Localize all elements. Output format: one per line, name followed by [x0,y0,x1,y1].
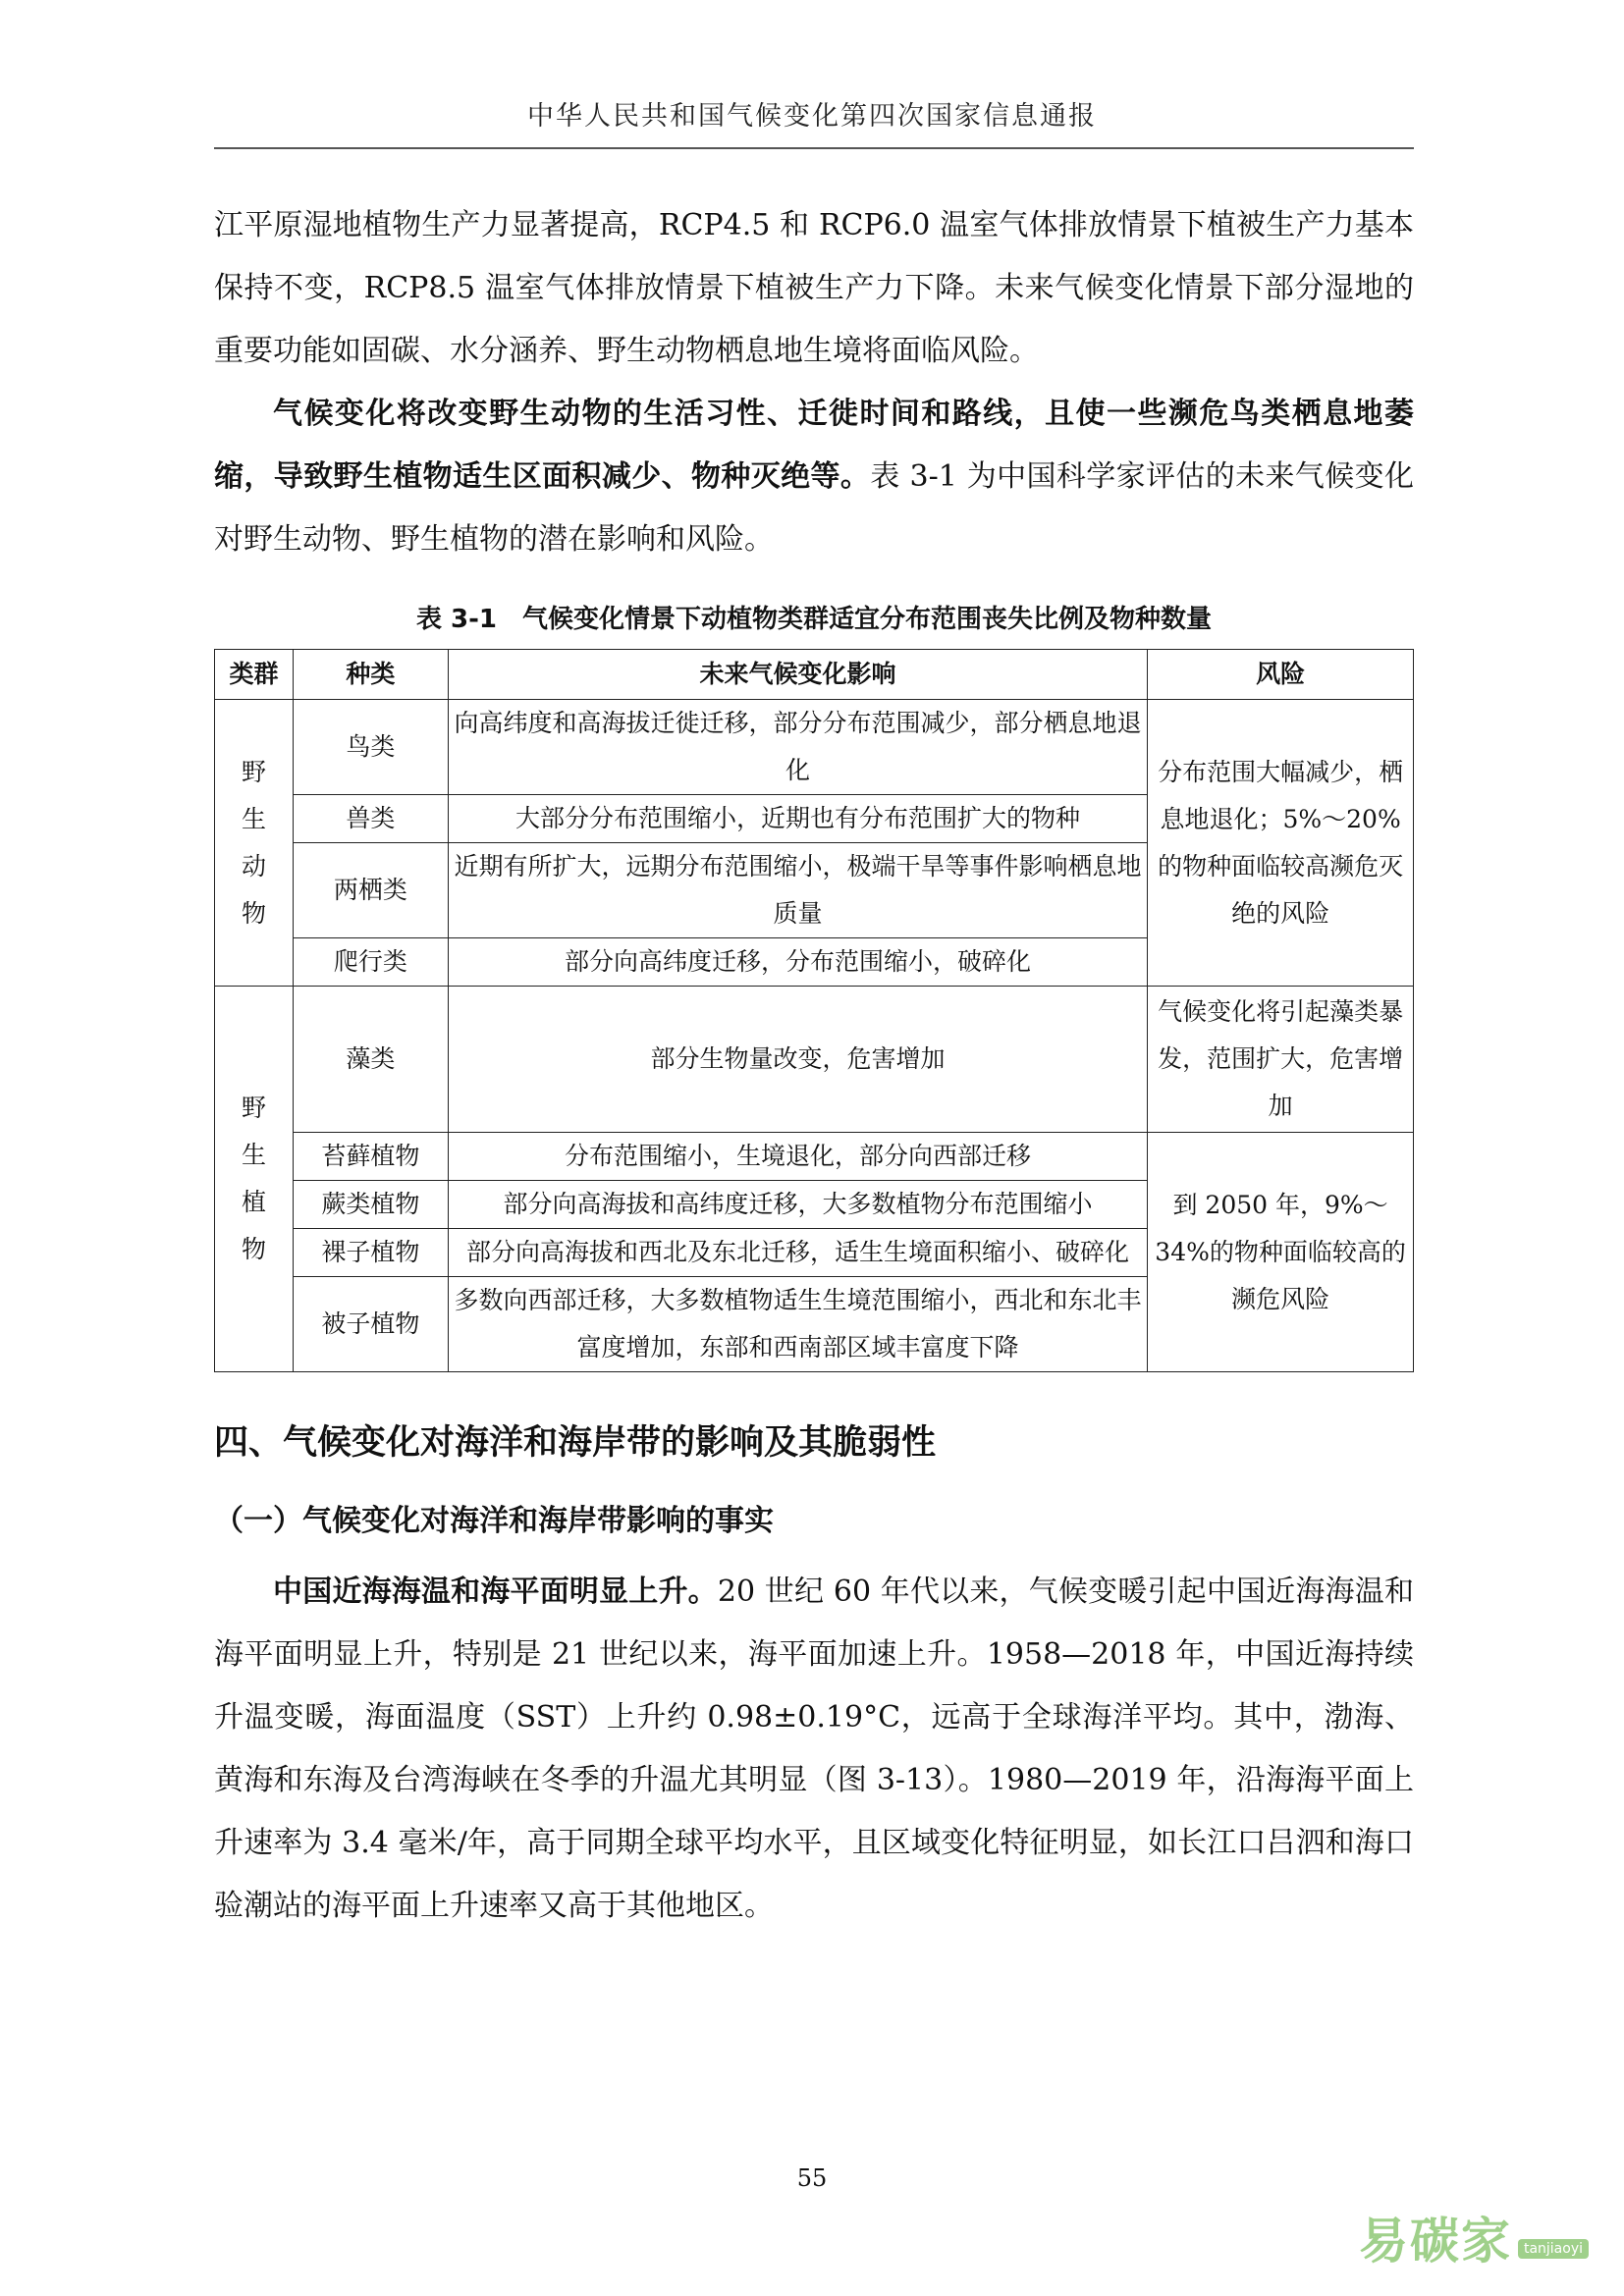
table-row [215,700,1414,795]
running-header: 中华人民共和国气候变化第四次国家信息通报 [527,101,1097,132]
header-rule [214,147,1414,149]
paragraph-ocean-rest: 20 世纪 60 年代以来，气候变暖引起中国近海海温和海平面明显上升，特别是 21 世纪以来，海平面加速上升。1958—2018 年，中国近海持续升温变暖，海面温度（SST）上升约 0.98±0.19°C，远高于全球海洋平均。其中，渤海、黄海和东海及台湾海峡在冬季的升温尤其明显（图 3-13）。1980—2019 年，沿海海平面上升速率为 3.4 毫米/年，高于同期全球平均水平，且区域变化特征明显，如长江口吕泗和海口验潮站的海平面上升速率又高于其他地区。 [214,1575,1414,1923]
impact-cell: 向高纬度和高海拔迁徙迁移，部分分布范围减少，部分栖息地退化 [448,700,1147,795]
watermark-logo [1359,2202,1589,2272]
subsection-heading: （一）气候变化对海洋和海岸带影响的事实 [214,1504,774,1538]
impact-cell: 部分向高海拔和西北及东北迁移，适生生境面积缩小、破碎化 [448,1229,1147,1277]
header-species: 种类 [293,650,448,700]
group-wild-animals: 野 生 动 物 [215,700,294,987]
watermark-text: 易碳家 [1358,2213,1512,2269]
impact-cell: 分布范围缩小，生境退化，部分向西部迁移 [448,1133,1147,1181]
table-caption: 表 3-1 气候变化情景下动植物类群适宜分布范围丧失比例及物种数量 [415,605,1213,634]
impact-cell: 部分向高纬度迁移，分布范围缩小，破碎化 [448,938,1147,987]
risk-cell-animals: 分布范围大幅减少，栖息地退化；5%～20%的物种面临较高濒危灭绝的风险 [1148,700,1414,987]
risk-cell-algae: 气候变化将引起藻类暴发，范围扩大，危害增加 [1148,987,1414,1133]
paragraph-ocean [214,1561,1414,1938]
paragraph-wildlife [214,383,1414,571]
header-group: 类群 [215,650,294,700]
impact-cell: 多数向西部迁移，大多数植物适生生境范围缩小，西北和东北丰富度增加，东部和西南部区域丰富度下降 [448,1277,1147,1372]
table-row [215,987,1414,1133]
header-risk: 风险 [1148,650,1414,700]
paragraph-ocean-lead: 中国近海海温和海平面明显上升。 [273,1575,718,1609]
species-cell: 苔藓植物 [293,1133,448,1181]
species-cell: 裸子植物 [293,1229,448,1277]
group-wild-plants: 野 生 植 物 [215,987,294,1372]
impact-cell: 部分向高海拔和高纬度迁移，大多数植物分布范围缩小 [448,1181,1147,1229]
species-cell: 两栖类 [293,843,448,938]
table-row [215,1133,1414,1181]
section-heading: 四、气候变化对海洋和海岸带的影响及其脆弱性 [214,1423,937,1463]
risk-cell-plants: 到 2050 年，9%～34%的物种面临较高的濒危风险 [1148,1133,1414,1372]
species-cell: 爬行类 [293,938,448,987]
impact-cell: 近期有所扩大，远期分布范围缩小，极端干旱等事件影响栖息地质量 [448,843,1147,938]
page-content [214,194,1414,1938]
table-header-row [215,650,1414,700]
header-impact: 未来气候变化影响 [448,650,1147,700]
page-number: 55 [796,2164,828,2192]
paragraph-wildlife-rest: 表 3-1 为中国科学家评估的未来气候变化对野生动物、野生植物的潜在影响和风险。 [214,459,1415,557]
impact-cell: 大部分分布范围缩小，近期也有分布范围扩大的物种 [448,795,1147,843]
species-cell: 鸟类 [293,700,448,795]
species-cell: 蕨类植物 [293,1181,448,1229]
watermark-domain: tanjiaoyi [1518,2239,1589,2259]
impact-cell: 部分生物量改变，危害增加 [448,987,1147,1133]
species-cell: 兽类 [293,795,448,843]
paragraph-wildlife-lead: 气候变化将改变野生动物的生活习性、迁徙时间和路线，且使一些濒危鸟类栖息地萎缩，导致野生植物适生区面积减少、物种灭绝等。 [214,397,1414,494]
species-cell: 藻类 [293,987,448,1133]
species-impact-table [214,649,1414,1372]
paragraph-wetlands: 江平原湿地植物生产力显著提高，RCP4.5 和 RCP6.0 温室气体排放情景下植被生产力基本保持不变，RCP8.5 温室气体排放情景下植被生产力下降。未来气候变化情景下部分湿地的重要功能如固碳、水分涵养、野生动物栖息地生境将面临风险。 [214,208,1414,368]
species-cell: 被子植物 [293,1277,448,1372]
